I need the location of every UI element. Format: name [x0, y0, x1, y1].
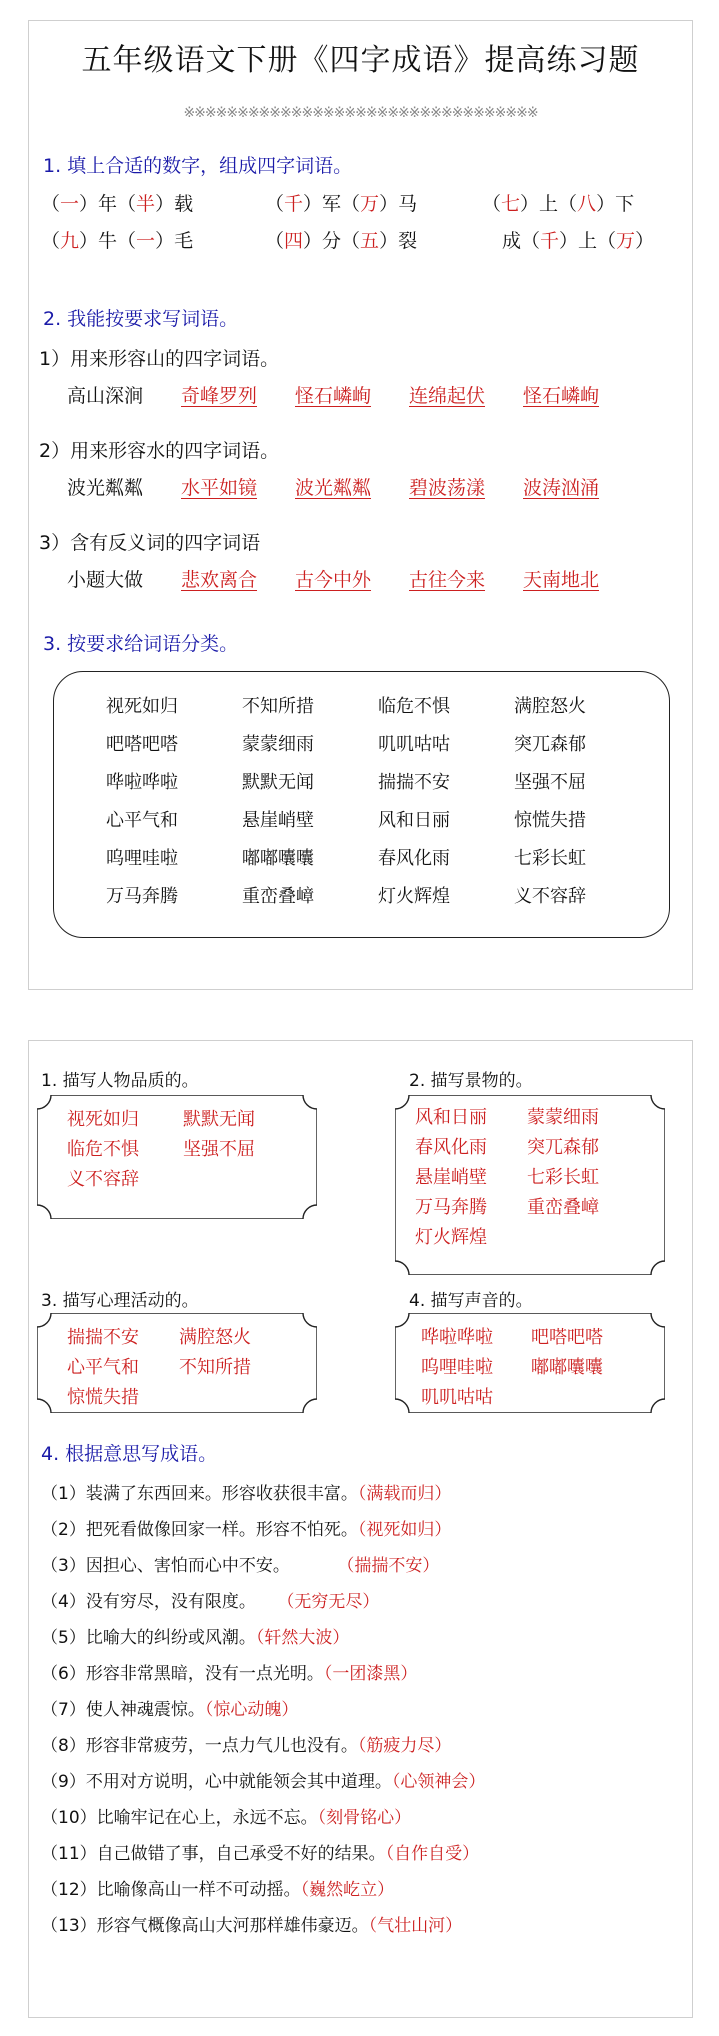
category-3-item: 揣揣不安 — [67, 1327, 139, 1348]
word-bank-item: 重峦叠嶂 — [242, 886, 314, 907]
category-3-title: 3. 描写心理活动的。 — [41, 1291, 199, 1311]
worksheet-page-1 — [28, 20, 693, 990]
category-4-item: 哗啦哗啦 — [421, 1327, 493, 1348]
s1-row1-item3: （七）上（八）下 — [482, 193, 635, 215]
s1-row1-item2: （千）军（万）马 — [265, 193, 418, 215]
category-3-item: 满腔怒火 — [179, 1327, 251, 1348]
s2-q2-answer: 波光粼粼 — [295, 477, 372, 499]
word-bank-item: 灯火辉煌 — [378, 886, 450, 907]
s4-item: （4）没有穷尽，没有限度。 （无穷无尽） — [41, 1592, 380, 1612]
word-bank-item: 视死如归 — [106, 696, 178, 717]
s4-item: （6）形容非常黑暗，没有一点光明。（一团漆黑） — [41, 1664, 418, 1684]
s2-q3-given: 小题大做 — [67, 569, 144, 591]
category-1-item: 临危不惧 — [67, 1139, 139, 1160]
section-1-heading: 1. 填上合适的数字，组成四字词语。 — [43, 155, 353, 177]
word-bank-box — [53, 671, 670, 938]
s2-q1-answer: 连绵起伏 — [409, 385, 486, 407]
category-2-item: 突兀森郁 — [527, 1137, 599, 1158]
category-2-item: 灯火辉煌 — [415, 1227, 487, 1248]
s2-q3-answer: 天南地北 — [523, 569, 600, 591]
category-3-item: 惊慌失措 — [67, 1387, 139, 1408]
category-3-item: 心平气和 — [67, 1357, 139, 1378]
word-bank-item: 呜哩哇啦 — [106, 848, 178, 869]
s2-q3-label: 3）含有反义词的四字词语 — [39, 532, 261, 554]
category-2-item: 风和日丽 — [415, 1107, 487, 1128]
s4-item: （8）形容非常疲劳，一点力气儿也没有。（筋疲力尽） — [41, 1736, 452, 1756]
s2-q2-given: 波光粼粼 — [67, 477, 144, 499]
word-bank-item: 叽叽咕咕 — [378, 734, 450, 755]
category-1-item: 义不容辞 — [67, 1169, 139, 1190]
s1-row1-item1: （一）年（半）载 — [41, 193, 194, 215]
word-bank-item: 临危不惧 — [378, 696, 450, 717]
word-bank-item: 坚强不屈 — [514, 772, 586, 793]
section-3-heading: 3. 按要求给词语分类。 — [43, 633, 239, 655]
word-bank-item: 哗啦哗啦 — [106, 772, 178, 793]
category-3-item: 不知所措 — [179, 1357, 251, 1378]
s4-item: （7）使人神魂震惊。（惊心动魄） — [41, 1700, 299, 1720]
s4-item: （5）比喻大的纠纷或风潮。（轩然大波） — [41, 1628, 350, 1648]
decorative-divider: ※※※※※※※※※※※※※※※※※※※※※※※※※※※※※※※※※ — [183, 105, 538, 121]
worksheet-page-2 — [28, 1040, 693, 2018]
category-2-item: 蒙蒙细雨 — [527, 1107, 599, 1128]
category-1-title: 1. 描写人物品质的。 — [41, 1071, 199, 1091]
s2-q1-answer: 奇峰罗列 — [181, 385, 258, 407]
category-2-item: 重峦叠嶂 — [527, 1197, 599, 1218]
s2-q2-answer: 碧波荡漾 — [409, 477, 486, 499]
page-title: 五年级语文下册《四字成语》提高练习题 — [81, 43, 640, 78]
word-bank-item: 风和日丽 — [378, 810, 450, 831]
section-2-heading: 2. 我能按要求写词语。 — [43, 308, 239, 330]
word-bank-item: 心平气和 — [106, 810, 178, 831]
word-bank-item: 嘟嘟囔囔 — [242, 848, 314, 869]
word-bank-item: 义不容辞 — [514, 886, 586, 907]
s4-item: （3）因担心、害怕而心中不安。 （揣揣不安） — [41, 1556, 440, 1576]
word-bank-item: 惊慌失措 — [514, 810, 586, 831]
word-bank-item: 七彩长虹 — [514, 848, 586, 869]
s4-item: （1）装满了东西回来。形容收获很丰富。（满载而归） — [41, 1484, 452, 1504]
word-bank-item: 不知所措 — [242, 696, 314, 717]
section-4-heading: 4. 根据意思写成语。 — [41, 1443, 218, 1465]
category-4-item: 叽叽咕咕 — [421, 1387, 493, 1408]
category-4-item: 呜哩哇啦 — [421, 1357, 493, 1378]
category-1-item: 视死如归 — [67, 1109, 139, 1130]
s4-item: （10）比喻牢记在心上，永远不忘。（刻骨铭心） — [41, 1808, 412, 1828]
s2-q1-given: 高山深涧 — [67, 385, 144, 407]
word-bank-item: 蒙蒙细雨 — [242, 734, 314, 755]
category-4-item: 嘟嘟囔囔 — [531, 1357, 603, 1378]
s2-q2-label: 2）用来形容水的四字词语。 — [39, 440, 280, 462]
word-bank-item: 吧嗒吧嗒 — [106, 734, 178, 755]
word-bank-item: 万马奔腾 — [106, 886, 178, 907]
word-bank-item: 突兀森郁 — [514, 734, 586, 755]
s4-item: （2）把死看做像回家一样。形容不怕死。（视死如归） — [41, 1520, 452, 1540]
s2-q1-label: 1）用来形容山的四字词语。 — [39, 348, 280, 370]
s2-q3-answer: 悲欢离合 — [181, 569, 258, 591]
word-bank-item: 揣揣不安 — [378, 772, 450, 793]
s2-q2-answer: 波涛汹涌 — [523, 477, 600, 499]
word-bank-item: 春风化雨 — [378, 848, 450, 869]
s4-item: （12）比喻像高山一样不可动摇。（巍然屹立） — [41, 1880, 395, 1900]
category-4-title: 4. 描写声音的。 — [409, 1291, 533, 1311]
category-1-item: 坚强不屈 — [183, 1139, 255, 1160]
s4-item: （11）自己做错了事，自己承受不好的结果。（自作自受） — [41, 1844, 480, 1864]
s2-q2-answer: 水平如镜 — [181, 477, 258, 499]
category-4-item: 吧嗒吧嗒 — [531, 1327, 603, 1348]
s1-row2-item3: 成（千）上（万） — [502, 230, 655, 252]
word-bank-item: 满腔怒火 — [514, 696, 586, 717]
s4-item: （9）不用对方说明，心中就能领会其中道理。（心领神会） — [41, 1772, 486, 1792]
s2-q3-answer: 古今中外 — [295, 569, 372, 591]
s2-q1-answer: 怪石嶙峋 — [523, 385, 600, 407]
category-2-item: 万马奔腾 — [415, 1197, 487, 1218]
word-bank-item: 悬崖峭壁 — [242, 810, 314, 831]
category-2-title: 2. 描写景物的。 — [409, 1071, 533, 1091]
s1-row2-item1: （九）牛（一）毛 — [41, 230, 194, 252]
word-bank-item: 默默无闻 — [242, 772, 314, 793]
category-2-item: 七彩长虹 — [527, 1167, 599, 1188]
category-2-item: 春风化雨 — [415, 1137, 487, 1158]
s1-row2-item2: （四）分（五）裂 — [265, 230, 418, 252]
s2-q1-answer: 怪石嶙峋 — [295, 385, 372, 407]
category-1-item: 默默无闻 — [183, 1109, 255, 1130]
category-2-item: 悬崖峭壁 — [415, 1167, 487, 1188]
s4-item: （13）形容气概像高山大河那样雄伟豪迈。（气壮山河） — [41, 1916, 463, 1936]
s2-q3-answer: 古往今来 — [409, 569, 486, 591]
